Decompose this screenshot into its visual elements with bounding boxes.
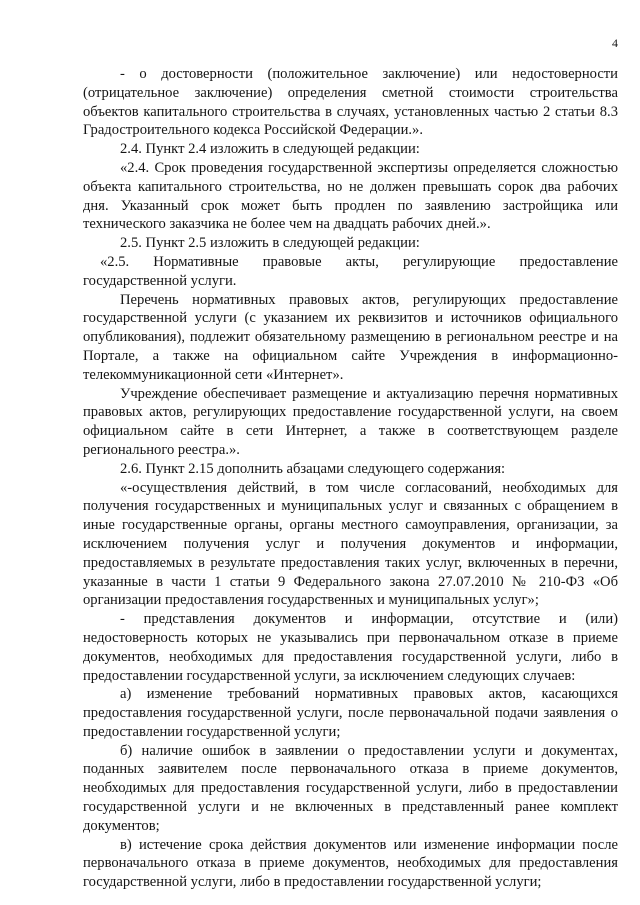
paragraph-institution-duty: Учреждение обеспечивает размещение и актуализацию перечня нормативных правовых актов, регулирующих предоставление государственной услуги, на своем официальном сайте в сети Интернет, а также в соответствующем разделе регионального реестра.». — [83, 385, 618, 458]
paragraph-case-c: в) истечение срока действия документов или изменение информации после первоначального отказа в приеме документов, необходимых для предоставления государственной услуги, либо в предоставлении государственной услуги; — [83, 836, 618, 891]
paragraph-amendment-2-4-heading: 2.4. Пункт 2.4 изложить в следующей редакции: — [120, 141, 420, 158]
paragraph-legal-acts-list: Перечень нормативных правовых актов, регулирующих предоставление государственной услуги (с указанием их реквизитов и источников официального опубликования), подлежит обязательному размещению в региональном реестре и на Портале, а также на официальном сайте Учреждения в информационно-телекоммуникационной сети «Интернет». — [83, 291, 618, 383]
paragraph-documents-requirement: - представления документов и информации, отсутствие и (или) недостоверность которых не указывались при первоначальном отказе в приеме документов, необходимых для предоставления государственной услуги, либо в предоставлении государственной услуги, за исключением следующих случаев: — [83, 611, 618, 684]
paragraph-estimate-conclusion: - о достоверности (положительное заключение) или недостоверности (отрицательное заключение) определения сметной стоимости строительства объектов капитального строительства в случаях, установленных частью 2 статьи 8.3 Градостроительного кодекса Российской Федерации.». — [83, 66, 618, 139]
paragraph-item-2-5-title: «2.5. Нормативные правовые акты, регулирующие предоставление государственной услуги. — [83, 253, 618, 289]
page-number: 4 — [612, 36, 618, 50]
paragraph-amendment-2-5-heading: 2.5. Пункт 2.5 изложить в следующей редакции: — [120, 235, 420, 252]
paragraph-item-2-4-text: «2.4. Срок проведения государственной экспертизы определяется сложностью объекта капитального строительства, но не должен превышать сорок два рабочих дня. Указанный срок может быть продлен по заявлению застройщика или технического заказчика не более чем на двадцать рабочих дней.». — [83, 159, 618, 233]
paragraph-amendment-2-15-heading: 2.6. Пункт 2.15 дополнить абзацами следующего содержания: — [120, 460, 506, 477]
document-body — [83, 65, 618, 892]
paragraph-case-a: а) изменение требований нормативных правовых актов, касающихся предоставления государственной услуги, после первоначальной подачи заявления о предоставлении государственной услуги; — [83, 686, 618, 740]
paragraph-case-b: б) наличие ошибок в заявлении о предоставлении услуги и документах, поданных заявителем после первоначального отказа в приеме документов, необходимых для предоставления государственной услуги, либо в предоставлении государственной услуги и не включенных в представленный ранее комплект документов; — [83, 742, 618, 834]
paragraph-actions-exception: «-осуществления действий, в том числе согласований, необходимых для получения государственных и муниципальных услуг и связанных с обращением в иные государственные органы, органы местного самоуправления, организации, за исключением получения услуг и получения документов и информации, предоставляемых в результате предоставления таких услуг, включенных в перечни, указанные в части 1 статьи 9 Федерального закона 27.07.2010 № 210-ФЗ «Об организации предоставления государственных и муниципальных услуг»; — [83, 479, 618, 609]
